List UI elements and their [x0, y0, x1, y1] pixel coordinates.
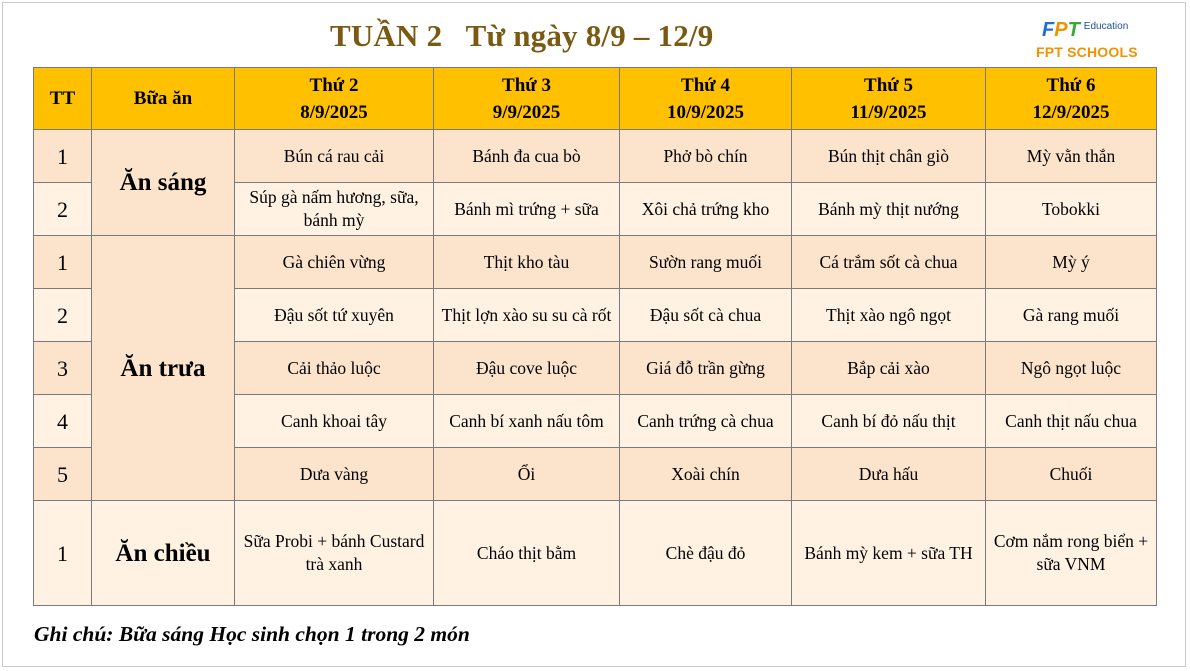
meal-label-afternoon: Ăn chiều	[92, 501, 235, 606]
table-row	[34, 236, 1157, 289]
table-row	[34, 501, 1157, 606]
day-date: 8/9/2025	[300, 101, 368, 123]
fpt-logo-mark	[1042, 20, 1080, 40]
dish-cell: Súp gà nấm hương, sữa, bánh mỳ	[235, 183, 434, 236]
dish-cell: Bắp cải xào	[792, 342, 986, 395]
dish-cell: Sườn rang muối	[620, 236, 792, 289]
dish-cell: Bánh đa cua bò	[434, 130, 620, 183]
dish-cell: Gà chiên vừng	[235, 236, 434, 289]
day-date: 12/9/2025	[1032, 101, 1110, 123]
dish-cell: Đậu sốt tứ xuyên	[235, 289, 434, 342]
logo-letter-t: T	[1067, 19, 1080, 41]
dish-cell: Bún cá rau cải	[235, 130, 434, 183]
dish-cell: Canh bí đỏ nấu thịt	[792, 395, 986, 448]
dish-cell: Ổi	[434, 448, 620, 501]
dish-cell: Thịt lợn xào su su cà rốt	[434, 289, 620, 342]
header-meal: Bữa ăn	[92, 68, 235, 130]
dish-cell: Giá đỗ trần gừng	[620, 342, 792, 395]
dish-cell: Thịt xào ngô ngọt	[792, 289, 986, 342]
dish-cell: Đậu sốt cà chua	[620, 289, 792, 342]
page-title: TUẦN 2 Từ ngày 8/9 – 12/9	[330, 18, 714, 53]
dish-cell: Canh thịt nấu chua	[986, 395, 1157, 448]
dish-cell: Tobokki	[986, 183, 1157, 236]
dish-cell: Gà rang muối	[986, 289, 1157, 342]
fpt-schools-logo	[1030, 8, 1180, 64]
day-date: 9/9/2025	[492, 101, 561, 123]
header-day-mon	[235, 68, 434, 130]
dish-cell: Sữa Probi + bánh Custard trà xanh	[235, 501, 434, 606]
logo-education-text: Education	[1083, 21, 1129, 32]
row-number: 2	[34, 183, 92, 236]
dish-cell: Mỳ ý	[986, 236, 1157, 289]
header-day-wed	[620, 68, 792, 130]
meal-label-breakfast: Ăn sáng	[92, 130, 235, 236]
row-number: 5	[34, 448, 92, 501]
dish-cell: Bánh mì trứng + sữa	[434, 183, 620, 236]
dish-cell: Dưa vàng	[235, 448, 434, 501]
dish-cell: Canh khoai tây	[235, 395, 434, 448]
day-name: Thứ 6	[1046, 74, 1096, 96]
dish-cell: Cá trắm sốt cà chua	[792, 236, 986, 289]
header-row	[34, 68, 1157, 130]
row-number: 2	[34, 289, 92, 342]
footnote: Ghi chú: Bữa sáng Học sinh chọn 1 trong 2 món	[34, 622, 470, 646]
header-tt: TT	[34, 68, 92, 130]
dish-cell: Cháo thịt bằm	[434, 501, 620, 606]
dish-cell: Đậu cove luộc	[434, 342, 620, 395]
dish-cell: Canh trứng cà chua	[620, 395, 792, 448]
dish-cell: Cơm nắm rong biển + sữa VNM	[986, 501, 1157, 606]
row-number: 1	[34, 501, 92, 606]
day-name: Thứ 4	[681, 74, 730, 96]
dish-cell: Ngô ngọt luộc	[986, 342, 1157, 395]
dish-cell: Xoài chín	[620, 448, 792, 501]
row-number: 3	[34, 342, 92, 395]
row-number: 1	[34, 130, 92, 183]
day-name: Thứ 3	[502, 74, 551, 96]
dish-cell: Phở bò chín	[620, 130, 792, 183]
dish-cell: Canh bí xanh nấu tôm	[434, 395, 620, 448]
header-day-thu	[792, 68, 986, 130]
day-date: 11/9/2025	[850, 101, 927, 123]
dish-cell: Dưa hấu	[792, 448, 986, 501]
day-name: Thứ 5	[864, 74, 913, 96]
meal-label-lunch: Ăn trưa	[92, 236, 235, 501]
dish-cell: Thịt kho tàu	[434, 236, 620, 289]
header-day-tue	[434, 68, 620, 130]
logo-letter-f: F	[1042, 19, 1055, 41]
dish-cell: Chuối	[986, 448, 1157, 501]
dish-cell: Xôi chả trứng kho	[620, 183, 792, 236]
row-number: 1	[34, 236, 92, 289]
weekly-menu-table	[33, 67, 1157, 606]
logo-letter-p: P	[1054, 19, 1068, 41]
dish-cell: Cải thảo luộc	[235, 342, 434, 395]
dish-cell: Bánh mỳ thịt nướng	[792, 183, 986, 236]
table-row	[34, 130, 1157, 183]
header-day-fri	[986, 68, 1157, 130]
day-date: 10/9/2025	[666, 101, 745, 123]
dish-cell: Mỳ vằn thắn	[986, 130, 1157, 183]
logo-schools-text: FPT SCHOOLS	[1036, 44, 1138, 60]
row-number: 4	[34, 395, 92, 448]
day-name: Thứ 2	[309, 74, 359, 96]
dish-cell: Bún thịt chân giò	[792, 130, 986, 183]
dish-cell: Bánh mỳ kem + sữa TH	[792, 501, 986, 606]
dish-cell: Chè đậu đỏ	[620, 501, 792, 606]
